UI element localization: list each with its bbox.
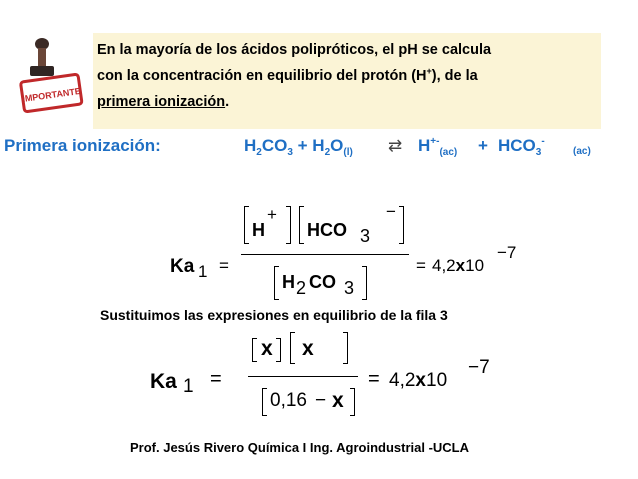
eq2-value bbox=[389, 370, 447, 392]
reaction-label: Primera ionización: bbox=[4, 136, 161, 155]
eq2-bracket bbox=[276, 338, 281, 362]
reaction-hco3 bbox=[498, 136, 545, 156]
eq1-value-x: x bbox=[455, 256, 466, 275]
eq1-den-sub3: 3 bbox=[344, 278, 355, 298]
note-line-2a: con la concentración en equilibrio del protón (H bbox=[97, 68, 427, 84]
r-sup-hco3: - bbox=[541, 136, 545, 147]
eq1-bracket bbox=[274, 266, 279, 300]
stamp-label: IMPORTANTE bbox=[21, 85, 82, 105]
eq1-ka: Ka bbox=[170, 256, 195, 277]
reaction-products bbox=[418, 136, 457, 156]
r-sub-w: 2 bbox=[324, 147, 331, 158]
r-hco: HCO bbox=[498, 136, 536, 155]
eq2-equals: = bbox=[210, 368, 222, 390]
eq2-value-x: x bbox=[415, 370, 426, 391]
eq1-den-sub2: 2 bbox=[296, 278, 307, 298]
eq1-num-hco-sub: 3 bbox=[360, 226, 371, 246]
eq2-den-x: x bbox=[332, 389, 344, 412]
eq2-den-a: 0,16 bbox=[270, 390, 307, 411]
eq1-bracket bbox=[244, 206, 249, 244]
eq2-value-a: 4,2 bbox=[389, 370, 416, 391]
eq1-num-h-sup: + bbox=[267, 205, 277, 224]
eq2-value-b: 10 bbox=[426, 370, 448, 391]
eq2-value-exp: −7 bbox=[468, 357, 490, 378]
sustituimos-text: Sustituimos las expresiones en equilibrio de la fila 3 bbox=[100, 307, 448, 323]
note-line-1: En la mayoría de los ácidos polipróticos, el pH se calcula bbox=[97, 42, 492, 58]
eq1-den-h: H bbox=[282, 272, 295, 292]
r-hplus: H bbox=[418, 136, 431, 155]
eq1-fraction-line bbox=[241, 254, 409, 255]
eq1-bracket bbox=[286, 206, 291, 244]
eq1-bracket bbox=[362, 266, 367, 300]
eq2-den-minus: − bbox=[315, 390, 327, 411]
r-plus-h: + H bbox=[292, 136, 325, 155]
r-co: CO bbox=[261, 136, 288, 155]
eq2-ka-sub: 1 bbox=[183, 376, 194, 397]
eq2-bracket bbox=[262, 388, 267, 416]
eq1-value-exp: −7 bbox=[497, 243, 517, 262]
eq2-num-x1: x bbox=[261, 337, 273, 360]
note-line-3 bbox=[97, 89, 595, 115]
eq1-bracket bbox=[299, 206, 304, 244]
eq1-num-hco: HCO bbox=[307, 220, 347, 240]
eq1-value-a: 4,2 bbox=[432, 256, 456, 275]
r-sub-l: (l) bbox=[343, 147, 353, 158]
note-line-2 bbox=[97, 63, 595, 89]
reaction-ac2: (ac) bbox=[573, 146, 591, 157]
equilibrium-arrow-icon: ⇄ bbox=[388, 136, 403, 155]
eq2-bracket bbox=[343, 332, 348, 364]
eq1-value-b: 10 bbox=[465, 256, 485, 275]
reaction-plus: + bbox=[478, 136, 488, 155]
eq1-num-hco-sup: − bbox=[386, 202, 396, 221]
footer-credit: Prof. Jesús Rivero Química I Ing. Agroindustrial -UCLA bbox=[130, 440, 470, 455]
primera-ionizacion-link[interactable]: primera ionización bbox=[97, 94, 226, 110]
r-sub2: 2 bbox=[256, 147, 262, 158]
eq1-equals2: = bbox=[416, 256, 426, 275]
note-line-2-sup: + bbox=[426, 66, 432, 77]
r-o: O bbox=[330, 136, 344, 155]
eq2-ka: Ka bbox=[150, 370, 177, 393]
r-sub3: 3 bbox=[287, 147, 293, 158]
eq2-num-x2: x bbox=[302, 337, 314, 360]
r-h: H bbox=[244, 136, 257, 155]
eq1-value bbox=[432, 256, 484, 276]
eq1-den-co: CO bbox=[309, 272, 336, 292]
r-sub-ac1: (ac) bbox=[439, 147, 458, 158]
eq1-equals: = bbox=[219, 256, 229, 275]
eq2-fraction-line bbox=[248, 376, 358, 377]
eq2-equals2: = bbox=[368, 368, 380, 390]
note-line-3-end: . bbox=[225, 94, 230, 110]
stamp-icon bbox=[18, 36, 84, 116]
eq2-bracket bbox=[350, 388, 355, 416]
eq1-num-h: H bbox=[252, 220, 265, 240]
r-sub-hco3: 3 bbox=[535, 147, 542, 158]
eq1-ka-sub: 1 bbox=[198, 262, 208, 281]
reaction-equation bbox=[244, 136, 353, 156]
eq2-bracket bbox=[290, 332, 295, 364]
note-text bbox=[97, 37, 595, 115]
note-line-2b: ), de la bbox=[431, 68, 478, 84]
eq2-bracket bbox=[252, 338, 257, 362]
r-sup-hplus: +- bbox=[430, 136, 440, 147]
eq1-bracket bbox=[399, 206, 404, 244]
